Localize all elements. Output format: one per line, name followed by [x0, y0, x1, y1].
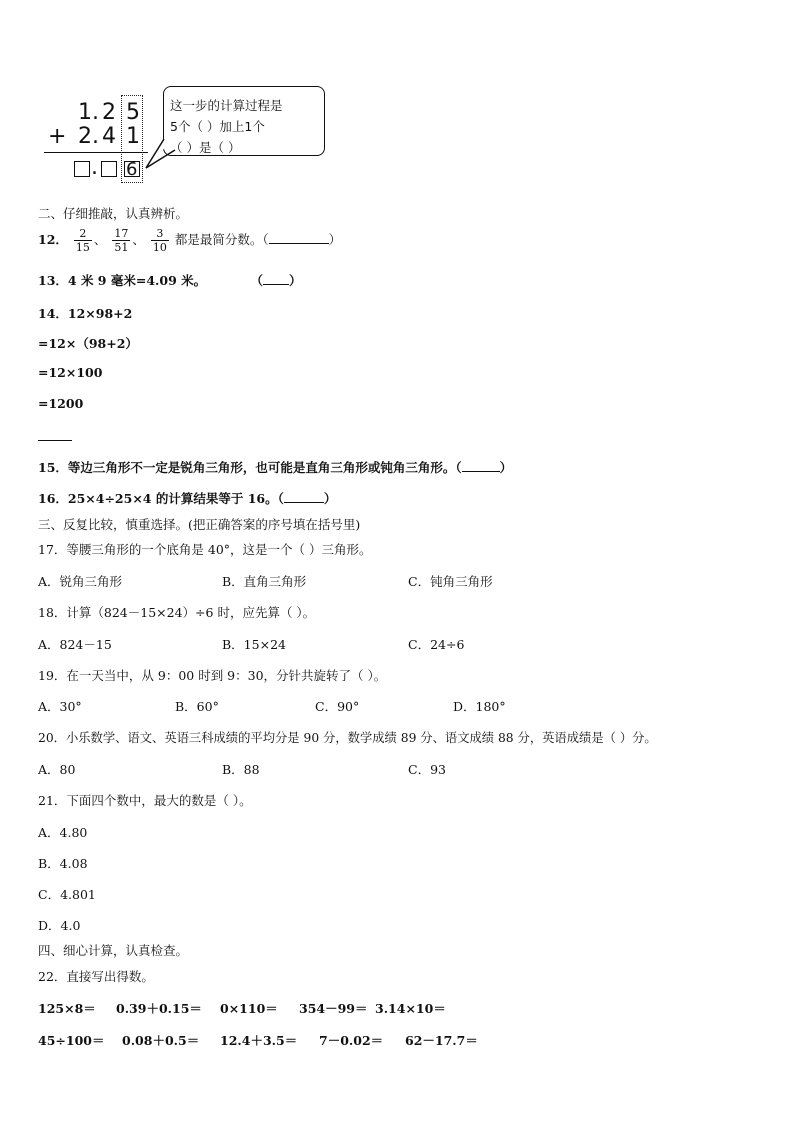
question-15 [38, 458, 512, 476]
denominator: 15 [75, 241, 90, 254]
answer-blank[interactable] [284, 502, 324, 503]
blank-square [74, 161, 90, 177]
row1-dot: . [92, 100, 99, 125]
answer-blank[interactable] [269, 243, 329, 244]
numerator: 17 [114, 227, 129, 240]
paren: ） [323, 491, 337, 506]
blank-square [101, 161, 117, 177]
calc-item[interactable]: 0.39＋0.15＝ [116, 1001, 202, 1016]
answer-blank[interactable] [263, 284, 289, 285]
paren: ） [328, 232, 342, 247]
option-a[interactable]: A．4.80 [38, 825, 88, 840]
question-text: 13．4 米 9 毫米=4.09 米。 [38, 273, 207, 288]
question-21: 21．下面四个数中，最大的数是（ ）。 [38, 793, 252, 808]
row1-digit: 1 [78, 100, 92, 125]
paren: ） [499, 460, 513, 475]
option-c[interactable]: C．93 [408, 762, 446, 777]
row1-boxed-digit: 5 [126, 100, 140, 125]
question-22: 22．直接写出得数。 [38, 969, 154, 984]
callout-text: 这一步的计算过程是 [170, 98, 283, 113]
calc-item[interactable]: 0.08＋0.5＝ [122, 1033, 200, 1048]
row2-boxed-digit: 1 [126, 124, 140, 149]
question-12 [38, 224, 341, 256]
question-text: 15．等边三角形不一定是锐角三角形，也可能是直角三角形或钝角三角形。（ [38, 460, 462, 475]
question-14-line: =12×（98+2） [38, 336, 138, 351]
option-b[interactable]: B．直角三角形 [222, 574, 307, 589]
numerator: 3 [156, 227, 164, 240]
question-17: 17．等腰三角形的一个底角是 40°，这是一个（ ）三角形。 [38, 542, 372, 557]
numerator: 2 [79, 227, 87, 240]
result-dot: . [91, 155, 98, 180]
option-c[interactable]: C．24÷6 [408, 637, 465, 652]
calc-item[interactable]: 12.4＋3.5＝ [220, 1033, 298, 1048]
option-b[interactable]: B．15×24 [222, 637, 286, 652]
question-13 [38, 271, 302, 289]
option-a[interactable]: A．30° [38, 699, 82, 714]
paren: ） [289, 273, 302, 288]
result-boxed-digit: 6 [126, 159, 138, 180]
paren: （ [250, 273, 263, 288]
calc-item[interactable]: 7－0.02＝ [319, 1033, 384, 1048]
row2-digit: 2 [78, 124, 92, 149]
callout-text: 5个（ ）加上1个 [170, 119, 265, 134]
section-heading: 二、仔细推敲，认真辨析。 [38, 206, 189, 221]
section-heading: 四、细心计算，认真检查。 [38, 943, 189, 958]
denominator: 51 [114, 241, 129, 254]
option-b[interactable]: B．60° [175, 699, 219, 714]
question-text: 都是最简分数。（ [174, 232, 269, 247]
answer-blank[interactable] [38, 440, 72, 441]
question-14-line: 14．12×98+2 [38, 306, 133, 321]
question-text: 16．25×4÷25×4 的计算结果等于 16。（ [38, 491, 284, 506]
callout-text: （ ）是（ ） [170, 140, 241, 155]
denominator: 10 [152, 241, 167, 254]
option-b[interactable]: B．88 [222, 762, 260, 777]
fraction [151, 227, 169, 254]
question-18: 18．计算（824－15×24）÷6 时，应先算（ ）。 [38, 605, 316, 620]
option-c[interactable]: C．90° [315, 699, 360, 714]
fraction [112, 227, 130, 254]
fraction [74, 227, 92, 254]
separator: 、 [93, 232, 107, 247]
option-a[interactable]: A．锐角三角形 [38, 574, 123, 589]
question-14-line: =1200 [38, 396, 84, 411]
option-c[interactable]: C．钝角三角形 [408, 574, 493, 589]
row1-digit: 2 [102, 100, 116, 125]
option-a[interactable]: A．80 [38, 762, 76, 777]
option-d[interactable]: D．180° [453, 699, 506, 714]
question-16 [38, 489, 336, 507]
answer-blank[interactable] [462, 471, 500, 472]
question-19: 19．在一天当中，从 9：00 时到 9：30，分针共旋转了（ ）。 [38, 668, 387, 683]
option-a[interactable]: A．824－15 [38, 637, 112, 652]
section-heading: 三、反复比较，慎重选择。(把正确答案的序号填在括号里) [38, 517, 361, 532]
calc-item[interactable]: 62－17.7＝ [405, 1033, 478, 1048]
calc-item[interactable]: 3.14×10＝ [375, 1001, 446, 1016]
plus-sign: + [48, 124, 67, 149]
option-d[interactable]: D．4.0 [38, 918, 81, 933]
option-c[interactable]: C．4.801 [38, 887, 96, 902]
question-14-line: =12×100 [38, 365, 103, 380]
calc-item[interactable]: 45÷100＝ [38, 1033, 105, 1048]
separator: 、 [132, 232, 145, 247]
question-number: 12． [38, 232, 68, 247]
dotted-column-box [121, 95, 143, 183]
option-b[interactable]: B．4.08 [38, 856, 88, 871]
row2-dot: . [92, 124, 99, 149]
row2-digit: 4 [102, 124, 116, 149]
question-20: 20．小乐数学、语文、英语三科成绩的平均分是 90 分，数学成绩 89 分、语文成绩 88 分，英语成绩是（ ）分。 [38, 731, 657, 745]
calc-item[interactable]: 125×8＝ [38, 1001, 96, 1016]
calc-item[interactable]: 0×110＝ [220, 1001, 278, 1016]
calc-item[interactable]: 354－99＝ [299, 1001, 368, 1016]
